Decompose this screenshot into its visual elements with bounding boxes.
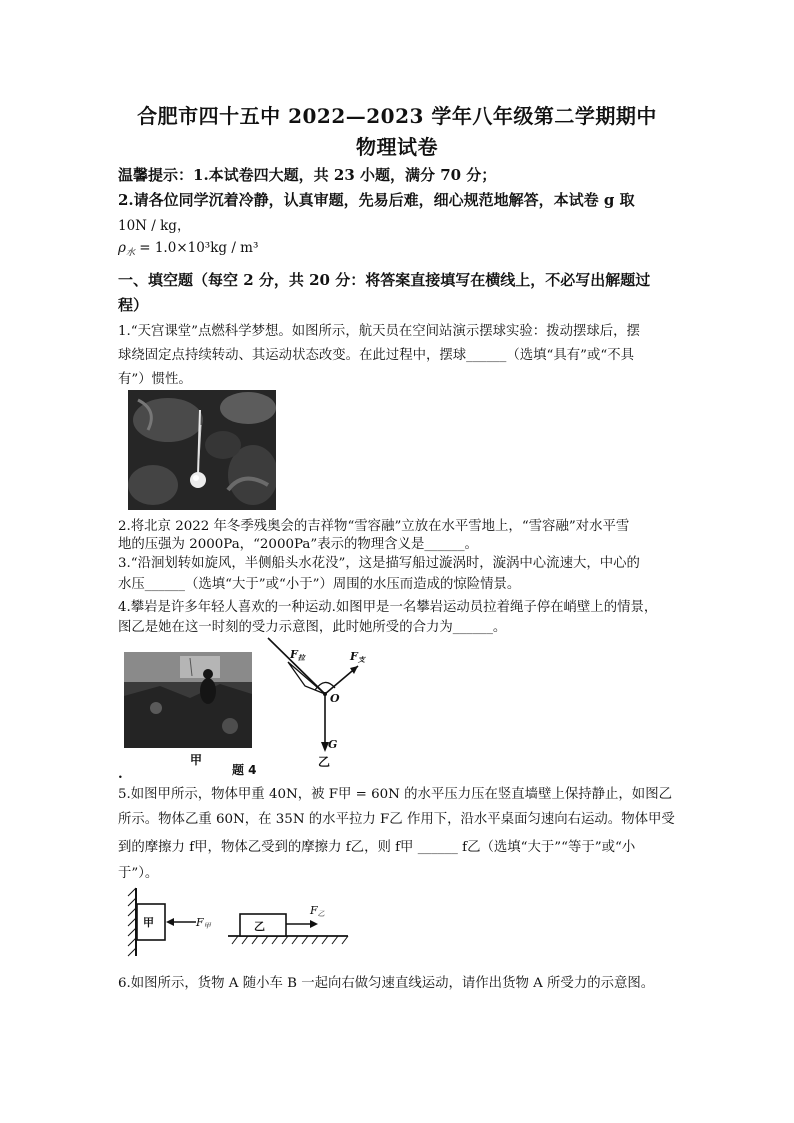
density-subscript: 水 — [125, 248, 135, 258]
fig4-force-rope-label: F拉 — [290, 648, 305, 662]
page-subtitle: 物理试卷 — [356, 135, 438, 159]
q1-line-3: 有”）惯性。 — [118, 372, 192, 387]
notice-density — [118, 240, 258, 258]
fig5-block-yi-label: 乙 — [254, 920, 265, 933]
fig5-block-jia-label: 甲 — [143, 916, 154, 929]
stray-mark: . — [118, 766, 123, 782]
notice-line-2: 2.请各位同学沉着冷静，认真审题，先易后难，细心规范地解答，本试卷 g 取 — [118, 191, 635, 209]
fig4-point-label: O — [330, 692, 340, 705]
section-heading-line-1: 一、填空题（每空 2 分，共 20 分：将答案直接填写在横线上，不必写出解题过 — [118, 271, 651, 289]
figure-5-art — [124, 884, 364, 960]
q2-line-2: 地的压强为 2000Pa，“2000Pa”表示的物理含义是______。 — [118, 537, 478, 552]
q5-line-3: 到的摩擦力 f甲，物体乙受到的摩擦力 f乙，则 f甲 ______ f乙（选填“大于”“等于”或“小 — [118, 840, 636, 855]
q5-line-2: 所示。物体乙重 60N，在 35N 的水平拉力 F乙 作用下，沿水平桌面匀速向右运动。物体甲受 — [118, 812, 675, 827]
fig5-force-yi-label: F乙 — [310, 904, 325, 918]
pendulum-photo-art — [128, 390, 276, 510]
q5-line-4: 于”）。 — [118, 866, 159, 881]
fig5-force-jia-label: F甲 — [196, 916, 211, 930]
density-symbol: ρ — [118, 240, 126, 256]
q6-line-1: 6.如图所示，货物 A 随小车 B 一起向右做匀速直线运动，请作出货物 A 所受力的示意图。 — [118, 976, 655, 991]
q2-line-1: 2.将北京 2022 年冬季残奥会的吉祥物“雪容融”立放在水平雪地上，“雪容融”对水平雪 — [118, 519, 630, 534]
q1-line-1: 1.“天宫课堂”点燃科学梦想。如图所示，航天员在空间站演示摆球实验：拨动摆球后，摆 — [118, 324, 640, 339]
density-value: = 1.0×10³kg / m³ — [134, 240, 259, 256]
fig4-force-support-label: F支 — [350, 650, 365, 664]
section-heading-line-2: 程） — [118, 296, 149, 314]
figure-4 — [120, 636, 480, 776]
notice-line-3: 10N / kg， — [118, 218, 191, 234]
q1-line-2: 球绕固定点持续转动、其运动状态改变。在此过程中，摆球______（选填“具有”或“不具 — [118, 348, 634, 363]
fig4-gravity-label: G — [328, 738, 338, 751]
q3-line-1: 3.“沿洄划转如旋风，半侧船头水花没”，这是描写船过漩涡时，漩涡中心流速大，中心的 — [118, 556, 640, 571]
figure-5 — [124, 884, 364, 960]
fig4-caption: 题 4 — [232, 763, 257, 776]
figure-4-art — [120, 636, 480, 776]
q4-line-1: 4.攀岩是许多年轻人喜欢的一种运动.如图甲是一名攀岩运动员拉着绳子停在峭壁上的情景， — [118, 600, 658, 615]
fig4-yi-label: 乙 — [318, 755, 331, 769]
fig4-jia-label: 甲 — [190, 753, 203, 767]
q1-pendulum-photo — [128, 390, 276, 510]
page-title: 合肥市四十五中 2022—2023 学年八年级第二学期期中 — [137, 104, 657, 128]
q4-line-2: 图乙是她在这一时刻的受力示意图，此时她所受的合力为______。 — [118, 620, 507, 635]
q5-line-1: 5.如图甲所示，物体甲重 40N，被 F甲 = 60N 的水平压力压在竖直墙壁上保持静止，如图乙 — [118, 787, 672, 802]
notice-line-1: 温馨提示：1.本试卷四大题，共 23 小题，满分 70 分； — [118, 166, 497, 184]
q3-line-2: 水压______（选填“大于”或“小于”）周围的水压而造成的惊险情景。 — [118, 577, 521, 592]
